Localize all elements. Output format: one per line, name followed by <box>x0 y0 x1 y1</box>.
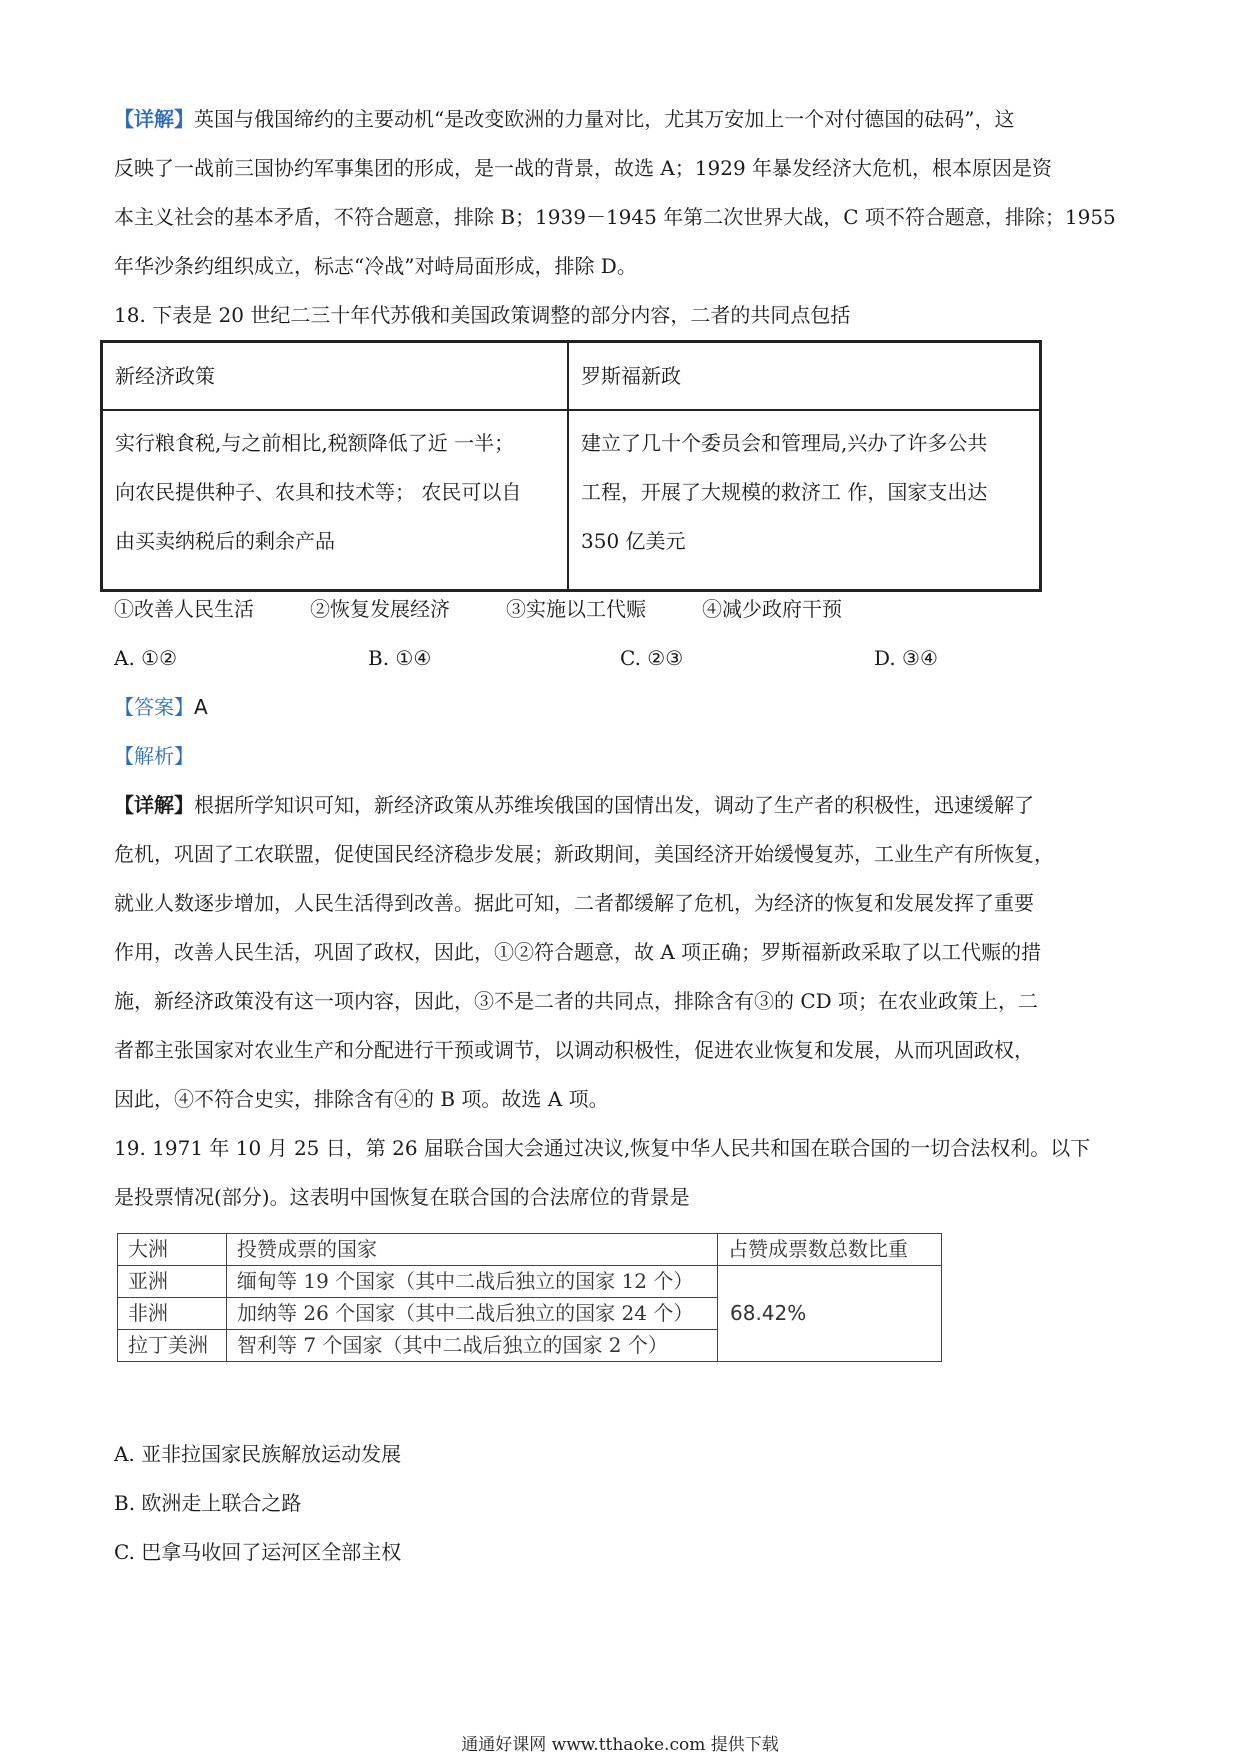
q19-option-c: C. 巴拿马收回了运河区全部主权 <box>114 1540 402 1564</box>
table-header-continent: 大洲 <box>118 1234 227 1266</box>
q19-option-b: B. 欧洲走上联合之路 <box>114 1491 302 1515</box>
q18-detail-line-4: 作用，改善人民生活，巩固了政权，因此，①②符合题意，故 A 项正确；罗斯福新政采取了以工代赈的措 <box>114 940 1042 964</box>
table-row: 非洲 加纳等 26 个国家（其中二战后独立的国家 24 个） <box>118 1298 942 1330</box>
table-header-nep: 新经济政策 <box>102 342 569 411</box>
option-b: B. ①④ <box>368 646 432 670</box>
q19-vote-table <box>117 1233 942 1362</box>
answer-value: A <box>194 695 208 719</box>
answer-tag: 【答案】 <box>114 695 194 719</box>
q18-detail-line-2: 危机，巩固了工农联盟，促使国民经济稳步发展；新政期间，美国经济开始缓慢复苏，工业生产有所恢复， <box>114 842 1054 866</box>
statement-4: ④减少政府干预 <box>702 597 842 621</box>
table-header-countries: 投赞成票的国家 <box>227 1234 718 1266</box>
statement-1: ①改善人民生活 <box>114 597 254 621</box>
q19-option-a: A. 亚非拉国家民族解放运动发展 <box>114 1442 402 1466</box>
table-row: 亚洲 缅甸等 19 个国家（其中二战后独立的国家 12 个） 68.42% <box>118 1266 942 1298</box>
q19-stem-line-2: 是投票情况(部分)。这表明中国恢复在联合国的合法席位的背景是 <box>114 1185 690 1209</box>
q18-stem: 18. 下表是 20 世纪二三十年代苏俄和美国政策调整的部分内容，二者的共同点包括 <box>114 303 851 327</box>
table-row: 拉丁美洲 智利等 7 个国家（其中二战后独立的国家 2 个） <box>118 1330 942 1362</box>
table-cell-new-deal: 建立了几十个委员会和管理局,兴办了许多公共 工程，开展了大规模的救济工 作，国家支出达 350 亿美元 <box>568 410 1041 591</box>
q18-detail-line-3: 就业人数逐步增加，人民生活得到改善。据此可知，二者都缓解了危机，为经济的恢复和发展发挥了重要 <box>114 891 1034 915</box>
q19-stem-line-1: 19. 1971 年 10 月 25 日，第 26 届联合国大会通过决议,恢复中华人民共和国在联合国的一切合法权利。以下 <box>114 1136 1091 1160</box>
q17-detail-line-3: 本主义社会的基本矛盾，不符合题意，排除 B；1939－1945 年第二次世界大战，C 项不符合题意，排除；1955 <box>114 205 1116 229</box>
statement-3: ③实施以工代赈 <box>506 597 646 621</box>
table-header-new-deal: 罗斯福新政 <box>568 342 1041 411</box>
q17-detail-line-4: 年华沙条约组织成立，标志“冷战”对峙局面形成，排除 D。 <box>114 254 637 278</box>
q18-detail-line-7: 因此，④不符合史实，排除含有④的 B 项。故选 A 项。 <box>114 1087 609 1111</box>
q18-policy-table <box>100 340 1042 592</box>
table-header-ratio: 占赞成票数总数比重 <box>718 1234 942 1266</box>
page-footer: 通通好课网 www.tthaoke.com 提供下载 <box>461 1735 779 1755</box>
q17-detail-line-2: 反映了一战前三国协约军事集团的形成，是一战的背景，故选 A；1929 年暴发经济大危机，根本原因是资 <box>114 156 1053 180</box>
vote-ratio: 68.42% <box>718 1266 942 1362</box>
statement-2: ②恢复发展经济 <box>310 597 450 621</box>
q18-detail-line-5: 施，新经济政策没有这一项内容，因此，③不是二者的共同点，排除含有③的 CD 项；在农业政策上，二 <box>114 989 1039 1013</box>
option-d: D. ③④ <box>874 646 938 670</box>
q18-detail-line-1: 【详解】根据所学知识可知，新经济政策从苏维埃俄国的国情出发，调动了生产者的积极性，迅速缓解了 <box>114 793 1034 817</box>
detail-tag: 【详解】 <box>114 793 194 817</box>
q17-detail-line-1: 【详解】英国与俄国缔约的主要动机“是改变欧洲的力量对比，尤其万安加上一个对付德国的砝码”，这 <box>114 107 1015 131</box>
q18-answer <box>114 695 1134 719</box>
q18-analysis-tag: 【解析】 <box>114 744 194 768</box>
option-c: C. ②③ <box>620 646 684 670</box>
detail-tag: 【详解】 <box>114 107 194 131</box>
table-cell-nep: 实行粮食税,与之前相比,税额降低了近 一半； 向农民提供种子、农具和技术等； 农民可以自 由买卖纳税后的剩余产品 <box>102 410 569 591</box>
option-a: A. ①② <box>114 646 178 670</box>
q18-detail-line-6: 者都主张国家对农业生产和分配进行干预或调节，以调动积极性，促进农业恢复和发展，从而巩固政权， <box>114 1038 1034 1062</box>
